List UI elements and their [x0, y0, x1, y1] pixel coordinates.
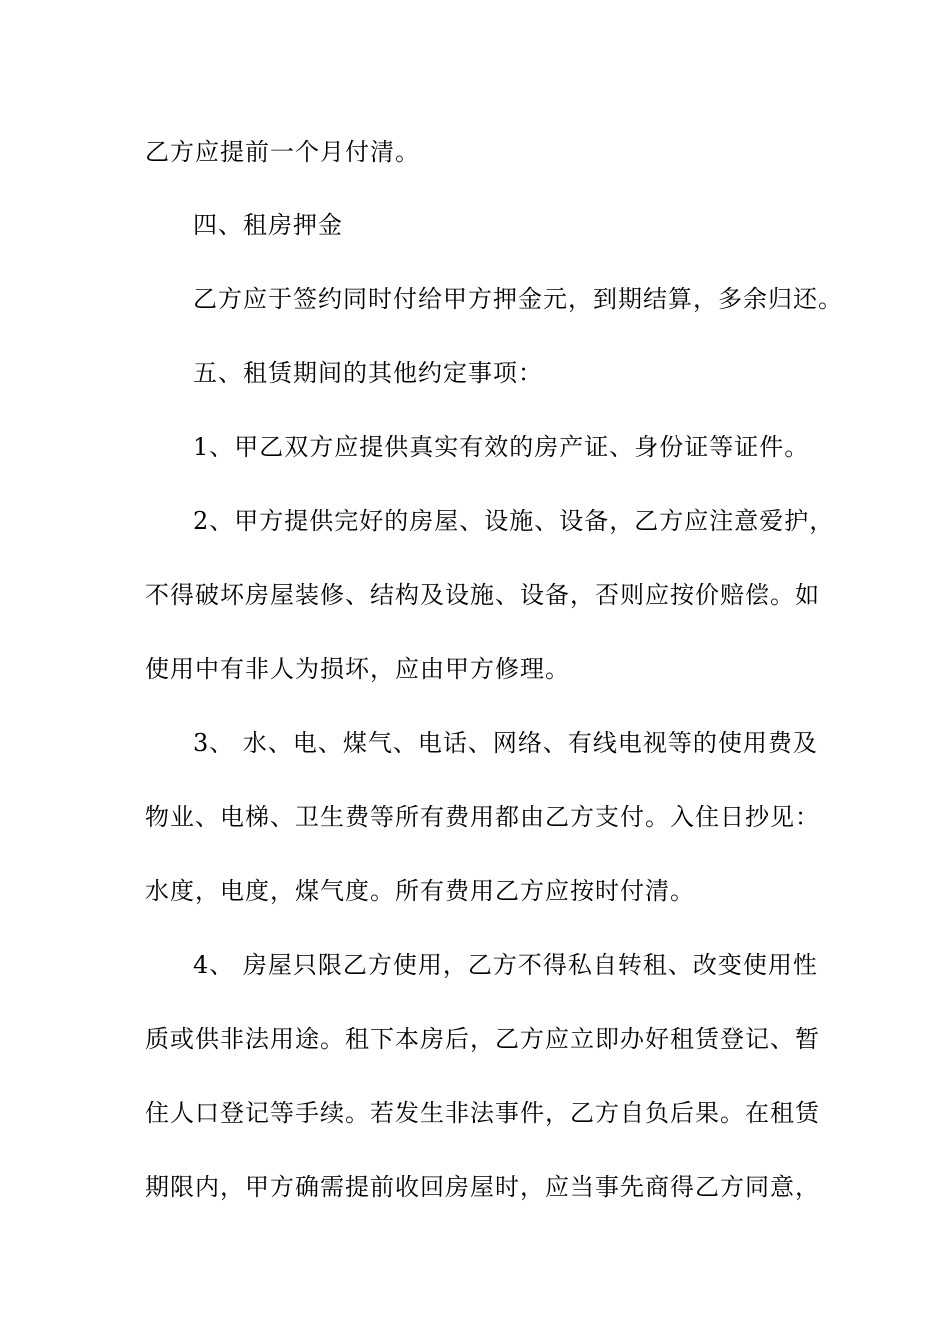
paragraph-line: 物业、电梯、卫生费等所有费用都由乙方支付。入住日抄见： — [145, 803, 820, 831]
paragraph-line: 质或供非法用途。租下本房后，乙方应立即办好租赁登记、暂 — [145, 1025, 820, 1053]
list-item: 2、甲方提供完好的房屋、设施、设备，乙方应注意爱护， — [193, 507, 835, 535]
paragraph-line: 期限内，甲方确需提前收回房屋时，应当事先商得乙方同意， — [145, 1173, 820, 1201]
section-heading: 四、租房押金 — [193, 211, 343, 239]
paragraph-line: 乙方应提前一个月付清。 — [145, 138, 420, 166]
list-item: 1、甲乙双方应提供真实有效的房产证、身份证等证件。 — [193, 433, 810, 461]
list-item: 3、 水、电、煤气、电话、网络、有线电视等的使用费及 — [193, 729, 818, 757]
paragraph-line: 使用中有非人为损坏，应由甲方修理。 — [145, 655, 570, 683]
list-item: 4、 房屋只限乙方使用，乙方不得私自转租、改变使用性 — [193, 951, 818, 979]
paragraph-line: 不得破坏房屋装修、结构及设施、设备，否则应按价赔偿。如 — [145, 581, 820, 609]
paragraph-line: 水度，电度，煤气度。所有费用乙方应按时付清。 — [145, 877, 695, 905]
paragraph-line: 乙方应于签约同时付给甲方押金元，到期结算，多余归还。 — [193, 285, 843, 313]
paragraph-line: 住人口登记等手续。若发生非法事件，乙方自负后果。在租赁 — [145, 1099, 820, 1127]
section-heading: 五、租赁期间的其他约定事项： — [193, 359, 543, 387]
